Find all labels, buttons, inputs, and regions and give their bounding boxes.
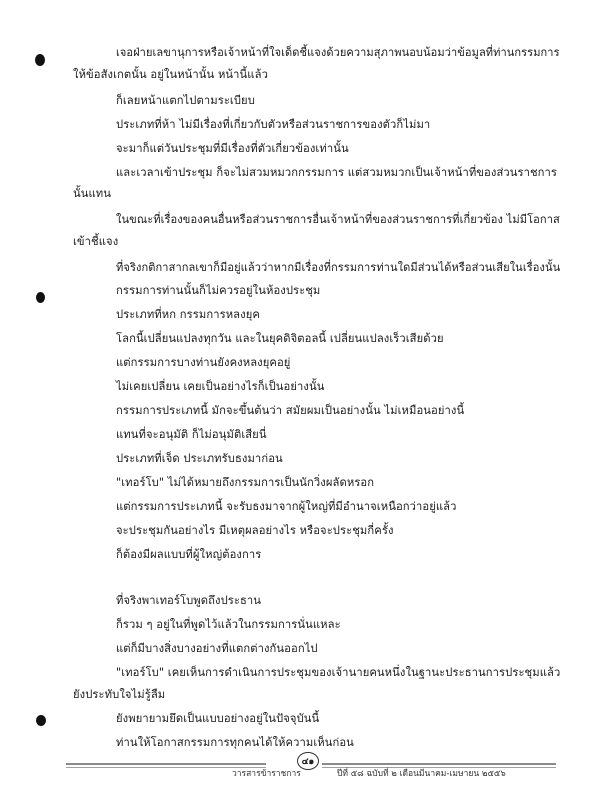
footer-issue-info: ปีที่ ๕๘ ฉบับที่ ๒ เดือนมีนาคม-เมษายน ๒๕๕๖ <box>337 769 506 779</box>
footer-rule-right-lower <box>322 767 556 768</box>
text-line-9: เข้าชี้แจง <box>73 235 119 248</box>
text-line-25: แต่ก็มีบางสิ่งบางอย่างที่แตกต่างกันออกไป <box>116 642 318 655</box>
text-line-17: แทนที่จะอนุมัติ ก็ไม่อนุมัติเสียนี่ <box>116 428 267 441</box>
text-line-15: ไม่เคยเปลี่ยน เคยเป็นอย่างไรก็เป็นอย่างนั้น <box>116 380 325 393</box>
text-line-18: ประเภทที่เจ็ด ประเภทรับธงมาก่อน <box>116 452 283 465</box>
text-line-8: ในขณะที่เรื่องของคนอื่นหรือส่วนราชการอื่นเจ้าหน้าที่ของส่วนราชการที่เกี่ยวข้อง ไม่มีโอกาส <box>116 213 560 226</box>
text-line-23: ที่จริงพาเทอร์โบพูดถึงประธาน <box>116 594 262 607</box>
text-line-22: ก็ต้องมีผลแบบที่ผู้ใหญ่ต้องการ <box>116 548 262 561</box>
text-line-29: ท่านให้โอกาสกรรมการทุกคนได้ให้ความเห็นก่อน <box>116 736 354 749</box>
text-line-6: และเวลาเข้าประชุม ก็จะไม่สวมหมวกกรรมการ แต่สวมหมวกเป็นเจ้าหน้าที่ของส่วนราชการ <box>116 166 558 179</box>
text-line-3: ก็เลยหน้าแตกไปตามระเบียบ <box>116 94 255 107</box>
text-line-24: ก็รวม ๆ อยู่ในที่พูดไว้แล้วในกรรมการนั่นแหละ <box>116 618 341 631</box>
text-line-11: กรรมการท่านนั้นก็ไม่ควรอยู่ในห้องประชุม <box>116 284 321 297</box>
text-line-4: ประเภทที่ห้า ไม่มีเรื่องที่เกี่ยวกับตัวหรือส่วนราชการของตัวก็ไม่มา <box>116 118 431 131</box>
text-line-1: เจอฝ่ายเลขานุการหรือเจ้าหน้าที่ใจเด็ดชี้แจงด้วยความสุภาพนอบน้อมว่าข้อมูลที่ท่านกรรมการ <box>116 46 560 59</box>
punch-hole-middle <box>36 292 45 303</box>
text-line-10: ที่จริงกติกาสากลเขาก็มีอยู่แล้วว่าหากมีเรื่องที่กรรมการท่านใดมีส่วนได้หรือส่วนเสียในเรื่องนั้น <box>116 261 561 274</box>
page-number-badge <box>297 752 319 770</box>
text-line-26: "เทอร์โบ" เคยเห็นการดำเนินการประชุมของเจ้านายคนหนึ่งในฐานะประธานการประชุมแล้ว <box>116 666 561 679</box>
footer-rule-left-lower <box>66 767 266 768</box>
page-number: ๔๑ <box>301 757 315 767</box>
text-line-14: แต่กรรมการบางท่านยังคงหลงยุคอยู่ <box>116 356 291 369</box>
text-line-27: ยังประทับใจไม่รู้ลืม <box>73 688 166 701</box>
text-line-13: โลกนี้เปลี่ยนแปลงทุกวัน และในยุคดิจิตอลนี้ เปลี่ยนแปลงเร็วเสียด้วย <box>116 332 444 345</box>
punch-hole-top <box>35 54 45 66</box>
text-line-7: นั้นแทน <box>73 187 112 200</box>
footer-rule-left <box>66 763 266 765</box>
text-line-19: "เทอร์โบ" ไม่ได้หมายถึงกรรมการเป็นนักวิ่งผลัดหรอก <box>116 476 375 489</box>
text-line-2: ให้ข้อสังเกตนั้น อยู่ในหน้านั้น หน้านี้แล้ว <box>73 68 268 81</box>
text-line-21: จะประชุมกันอย่างไร มีเหตุผลอย่างไร หรือจะประชุมกี่ครั้ง <box>116 524 394 537</box>
text-line-20: แต่กรรมการประเภทนี้ จะรับธงมาจากผู้ใหญ่ที่มีอำนาจเหนือกว่าอยู่แล้ว <box>116 500 457 513</box>
footer-journal-name: วารสารข้าราชการ <box>232 769 301 779</box>
text-line-28: ยังพยายามยึดเป็นแบบอย่างอยู่ในปัจจุบันนี้ <box>116 712 320 725</box>
text-line-12: ประเภทที่หก กรรมการหลงยุค <box>116 308 260 321</box>
text-line-5: จะมาก็แต่วันประชุมที่มีเรื่องที่ตัวเกี่ยวข้องเท่านั้น <box>116 142 349 155</box>
text-line-16: กรรมการประเภทนี้ มักจะขึ้นต้นว่า สมัยผมเป็นอย่างนั้น ไม่เหมือนอย่างนี้ <box>116 404 465 417</box>
footer-rule-right <box>322 763 556 765</box>
punch-hole-bottom <box>36 715 46 726</box>
